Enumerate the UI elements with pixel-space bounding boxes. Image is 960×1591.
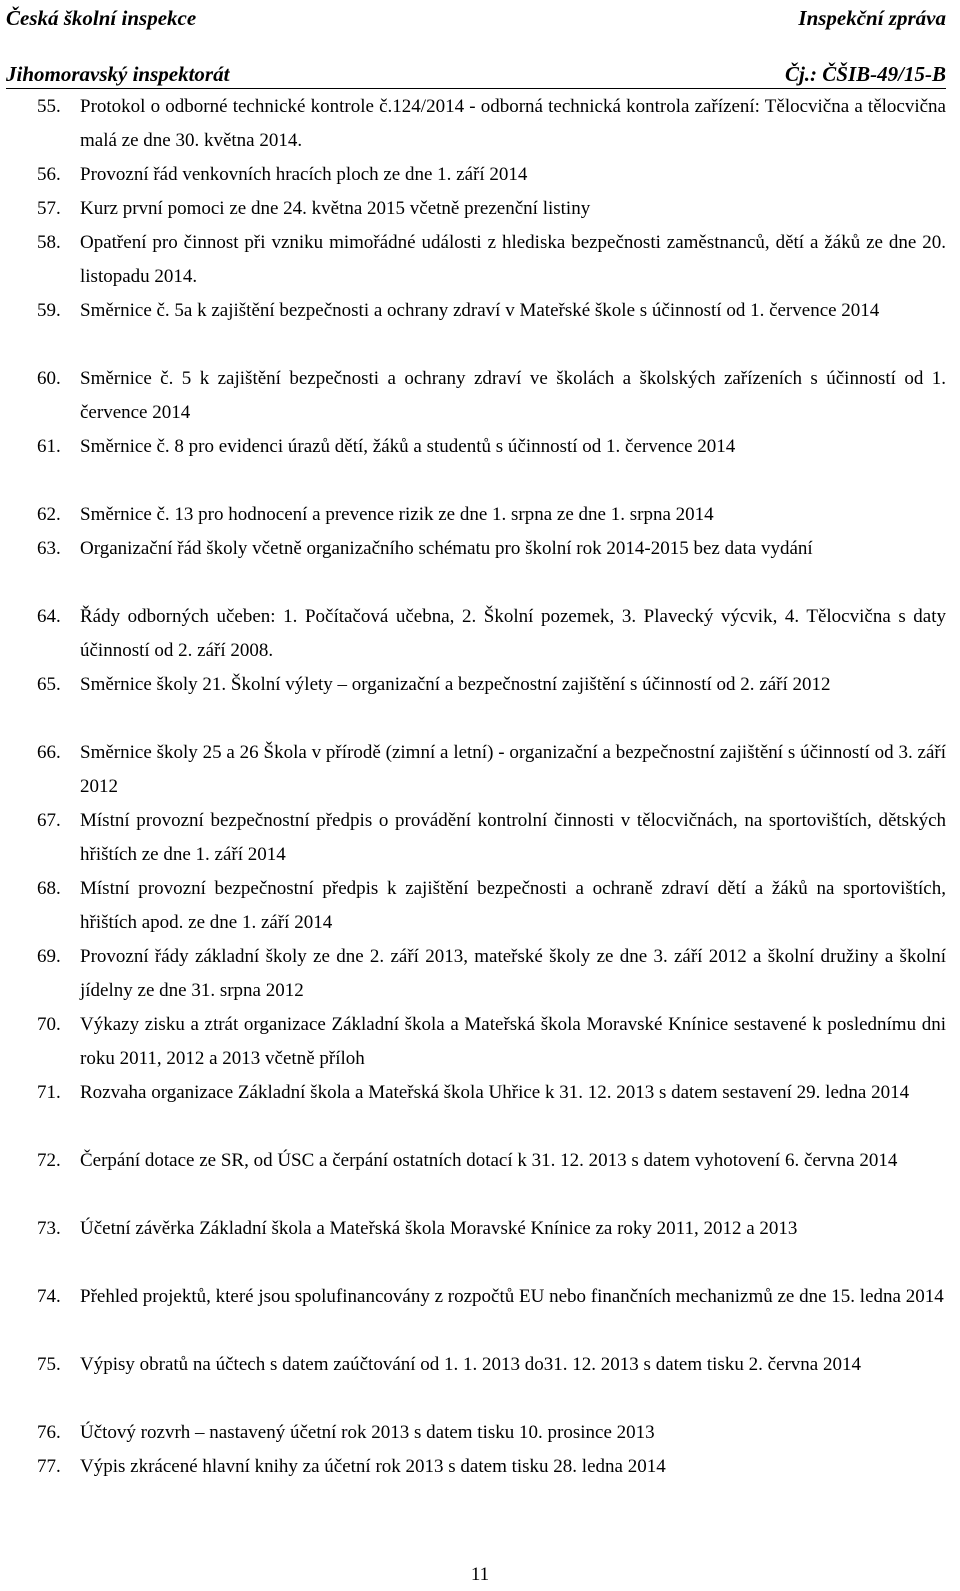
list-item-number: 62.: [37, 504, 61, 525]
list-item-number: 63.: [37, 538, 61, 559]
list-item-text: Účtový rozvrh – nastavený účetní rok 2013 s datem tisku 10. prosince 2013: [80, 1422, 655, 1443]
list-item-number: 58.: [37, 232, 61, 253]
list-item-text: Místní provozní bezpečnostní předpis k zajištění bezpečnosti a ochraně zdraví dětí a žáků na sportovištích, hřištích apod. ze dne 1. září 2014: [80, 878, 946, 933]
list-item-text: Směrnice školy 21. Školní výlety – organizační a bezpečnostní zajištění s účinností od 2. září 2012: [80, 674, 831, 695]
page-header: [0, 0, 960, 90]
list-item-number: 65.: [37, 674, 61, 695]
list-item-text: Výpisy obratů na účtech s datem zaúčtování od 1. 1. 2013 do31. 12. 2013 s datem tisku 2. června 2014: [80, 1354, 861, 1375]
header-document-type: Inspekční zpráva: [798, 6, 946, 30]
list-item-text: Čerpání dotace ze SR, od ÚSC a čerpání ostatních dotací k 31. 12. 2013 s datem vyhotovení 6. června 2014: [80, 1150, 898, 1171]
list-item-number: 60.: [37, 368, 61, 389]
list-item-text: Rozvaha organizace Základní škola a Mateřská škola Uhřice k 31. 12. 2013 s datem sestavení 29. ledna 2014: [80, 1082, 910, 1103]
list-item-number: 57.: [37, 198, 61, 219]
list-item-number: 69.: [37, 946, 61, 967]
list-item-text: Směrnice č. 5 k zajištění bezpečnosti a ochrany zdraví ve školách a školských zařízeních s účinností od 1. července 2014: [80, 368, 946, 423]
header-organization: Česká školní inspekce: [6, 6, 197, 30]
list-item-text: Směrnice školy 25 a 26 Škola v přírodě (zimní a letní) - organizační a bezpečnostní zajištění s účinností od 3. září 2012: [80, 742, 946, 797]
list-item-text: Směrnice č. 5a k zajištění bezpečnosti a ochrany zdraví v Mateřské škole s účinností od 1. července 2014: [80, 300, 880, 321]
list-item-number: 74.: [37, 1286, 61, 1307]
list-item-text: Řády odborných učeben: 1. Počítačová učebna, 2. Školní pozemek, 3. Plavecký výcvik, 4. Tělocvična s daty účinností od 2. září 2008.: [80, 606, 946, 661]
list-item-text: Výpis zkrácené hlavní knihy za účetní rok 2013 s datem tisku 28. ledna 2014: [80, 1456, 666, 1477]
list-item-number: 72.: [37, 1150, 61, 1171]
list-item-number: 71.: [37, 1082, 61, 1103]
list-item-text: Výkazy zisku a ztrát organizace Základní škola a Mateřská škola Moravské Knínice sestavené k poslednímu dni roku 2011, 2012 a 2013 včetně příloh: [80, 1014, 946, 1069]
page-number: 11: [470, 1564, 490, 1585]
list-item-number: 76.: [37, 1422, 61, 1443]
list-item-number: 73.: [37, 1218, 61, 1239]
list-item-text: Účetní závěrka Základní škola a Mateřská škola Moravské Knínice za roky 2011, 2012 a 2013: [80, 1218, 798, 1239]
header-inspectorate: Jihomoravský inspektorát: [6, 62, 230, 86]
list-item-text: Opatření pro činnost při vzniku mimořádné události z hlediska bezpečnosti zaměstnanců, dětí a žáků ze dne 20. listopadu 2014.: [80, 232, 946, 287]
header-divider: [6, 88, 946, 89]
list-item-number: 75.: [37, 1354, 61, 1375]
list-item-text: Směrnice č. 13 pro hodnocení a prevence rizik ze dne 1. srpna ze dne 1. srpna 2014: [80, 504, 714, 525]
header-reference-number: Čj.: ČŠIB-49/15-B: [784, 62, 946, 86]
list-item-text: Směrnice č. 8 pro evidenci úrazů dětí, žáků a studentů s účinností od 1. července 2014: [80, 436, 736, 457]
list-item-number: 61.: [37, 436, 61, 457]
list-item-number: 66.: [37, 742, 61, 763]
list-item-text: Provozní řády základní školy ze dne 2. září 2013, mateřské školy ze dne 3. září 2012 a školní družiny a školní jídelny ze dne 31. srpna 2012: [80, 946, 946, 1001]
list-item-text: Přehled projektů, které jsou spolufinancovány z rozpočtů EU nebo finančních mechanizmů ze dne 15. ledna 2014: [80, 1286, 944, 1307]
list-item-text: Kurz první pomoci ze dne 24. května 2015 včetně prezenční listiny: [80, 198, 591, 219]
list-item-number: 64.: [37, 606, 61, 627]
list-item-number: 70.: [37, 1014, 61, 1035]
list-item-text: Organizační řád školy včetně organizačního schématu pro školní rok 2014-2015 bez data vydání: [80, 538, 813, 559]
list-item-number: 77.: [37, 1456, 61, 1477]
list-item-number: 55.: [37, 96, 61, 117]
list-item-text: Místní provozní bezpečnostní předpis o provádění kontrolní činnosti v tělocvičnách, na sportovištích, dětských hřištích ze dne 1. září 2014: [80, 810, 946, 865]
list-item-number: 68.: [37, 878, 61, 899]
list-item-number: 59.: [37, 300, 61, 321]
list-item-number: 56.: [37, 164, 61, 185]
list-item-text: Protokol o odborné technické kontrole č.124/2014 - odborná technická kontrola zařízení: Tělocvična a tělocvična malá ze dne 30. května 2014.: [80, 96, 946, 151]
list-item-number: 67.: [37, 810, 61, 831]
list-item-text: Provozní řád venkovních hracích ploch ze dne 1. září 2014: [80, 164, 528, 185]
